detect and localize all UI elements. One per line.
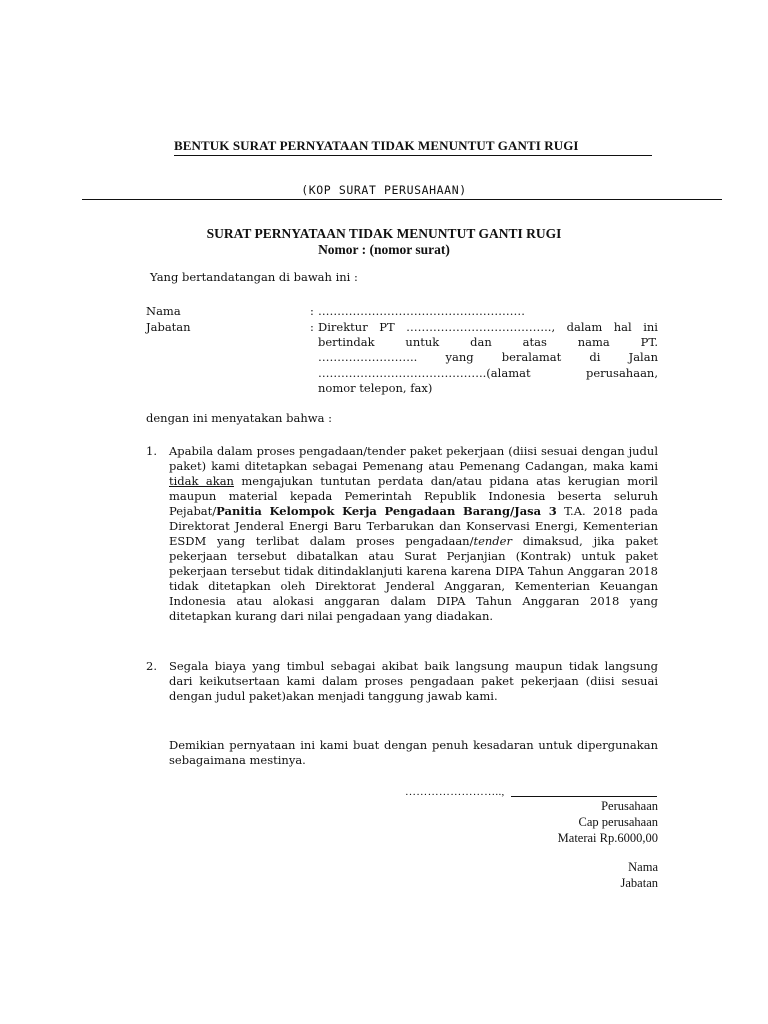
jabatan-line-1: Direktur PT ……………………………….., dalam hal ini [318, 320, 658, 334]
signature-stamp: Cap perusahaan [578, 815, 658, 829]
signature-block [558, 798, 658, 846]
item-2-text: Segala biaya yang timbul sebagai akibat baik langsung maupun tidak langsung dari keikutsertaan kami dalam proses pengadaan paket pekerjaan (diisi sesuai dengan judul paket)akan menjadi tanggung jawab kami. [169, 659, 658, 703]
title-line-1: SURAT PERNYATAAN TIDAK MENUNTUT GANTI RUGI [206, 226, 562, 241]
form-title: BENTUK SURAT PERNYATAAN TIDAK MENUNTUT GANTI RUGI [174, 138, 652, 156]
signer-block [621, 859, 658, 891]
signature-company: Perusahaan [601, 799, 658, 813]
closing-text: Demikian pernyataan ini kami buat dengan penuh kesadaran untuk dipergunakan sebagaimana mestinya. [169, 738, 658, 767]
place-date-placeholder: …………………….., [405, 786, 505, 798]
title-line-2: Nomor : (nomor surat) [318, 242, 450, 257]
jabatan-line-2: bertindak untuk dan atas nama PT. [318, 335, 658, 349]
signature-materai: Materai Rp.6000,00 [557, 831, 658, 845]
letterhead-divider [82, 199, 722, 200]
item-2-number: 2. [146, 659, 157, 673]
nama-value: ……………………………………………… [318, 304, 525, 318]
signer-name: Nama [628, 860, 658, 874]
jabatan-line-4: ……………………………………..(alamat perusahaan, [318, 366, 658, 380]
nama-label: Nama [146, 304, 181, 318]
nama-colon: : [310, 304, 314, 318]
signer-position: Jabatan [620, 876, 658, 890]
item-1-text: Apabila dalam proses pengadaan/tender paket pekerjaan (diisi sesuai dengan judul paket) kami ditetapkan sebagai Pemenang atau Pemenang Cadangan, maka kami tidak akan mengajukan tuntutan perdata dan/atau pidana atas kerugian moril maupun material kepada Pemerintah Republik Indonesia beserta seluruh Pejabat/Panitia Kelompok Kerja Pengadaan Barang/Jasa 3 T.A. 2018 pada Direktorat Jenderal Energi Baru Terbarukan dan Konservasi Energi, Kementerian ESDM yang terlibat dalam proses pengadaan/tender dimaksud, jika paket pekerjaan tersebut dibatalkan atau Surat Perjanjian (Kontrak) untuk paket pekerjaan tersebut tidak ditindaklanjuti karena karena DIPA Tahun Anggaran 2018 tidak ditetapkan oleh Direktorat Jenderal Anggaran, Kementerian Keuangan Indonesia atau alokasi anggaran dalam DIPA Tahun Anggaran 2018 yang ditetapkan kurang dari nilai pengadaan yang diadakan. [169, 444, 659, 623]
jabatan-line-5: nomor telepon, fax) [318, 381, 433, 395]
jabatan-line-3: …………………….. yang beralamat di Jalan [318, 350, 658, 364]
date-underline [511, 796, 657, 797]
statement-text: dengan ini menyatakan bahwa : [146, 411, 332, 425]
item-1-number: 1. [146, 444, 157, 458]
jabatan-colon: : [310, 320, 314, 334]
company-letterhead-placeholder: (KOP SURAT PERUSAHAAN) [301, 183, 467, 197]
jabatan-label: Jabatan [146, 320, 191, 334]
document-title [0, 226, 768, 258]
intro-text: Yang bertandatangan di bawah ini : [150, 270, 358, 284]
